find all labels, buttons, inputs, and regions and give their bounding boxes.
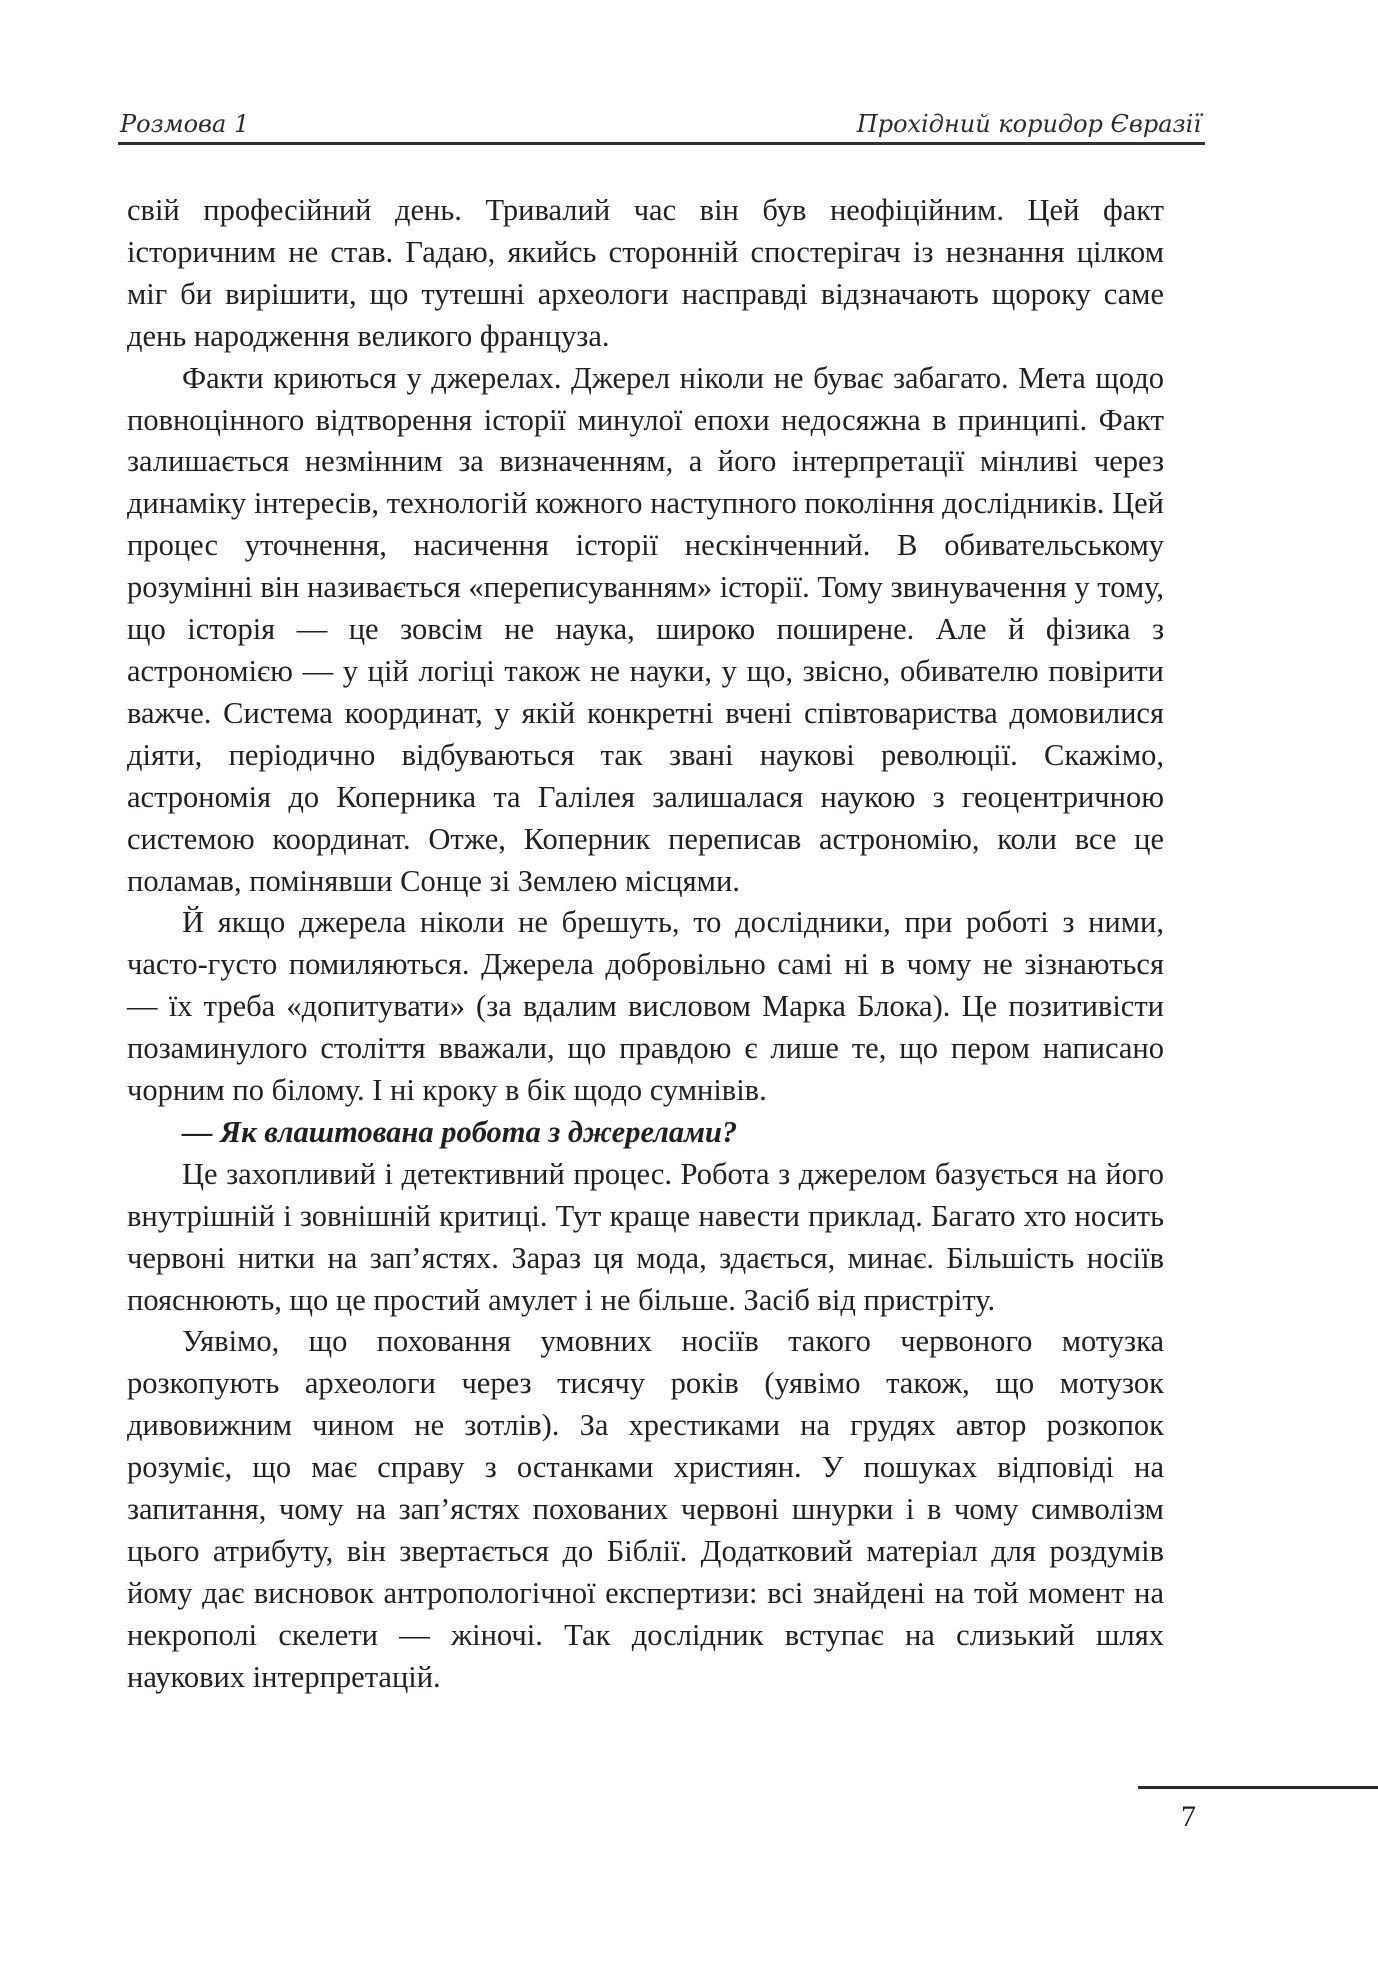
footer-rule xyxy=(1138,1786,1378,1789)
paragraph-continuation: свій професійний день. Тривалий час він був неофіційним. Цей факт історичним не став. Гадаю, якийсь сторонній спостерігач із незнання цілком міг би вирішити, що тутешні археологи насправді відзначають щороку саме день народження великого француза. xyxy=(127,193,1164,353)
interview-question: — Як влаштована робота з джерелами? xyxy=(182,1114,738,1149)
running-header xyxy=(118,104,1205,144)
page-body xyxy=(127,190,1164,1699)
header-rule xyxy=(118,142,1205,145)
paragraph: Факти криються у джерелах. Джерел ніколи не буває забагато. Мета щодо повноцінного відтворення історії минулої епохи недосяжна в принципі. Факт залишається незмінним за визначенням, а його інтерпретації мінливі через динаміку інтересів, технологій кожного наступного покоління дослідників. Цей процес уточнення, насичення історії нескінченний. В обивательському розумінні він називається «переписуванням» історії. Тому звинувачення у тому, що історія — це зовсім не наука, широко поширене. Але й фізика з астрономією — у цій логіці також не науки, у що, звісно, обивателю повірити важче. Система координат, у якій конкретні вчені співтовариства домовилися діяти, періодично відбуваються так звані наукові революції. Скажімо, астрономія до Коперника та Галілея залишалася наукою з геоцентричною системою координат. Отже, Коперник переписав астрономію, коли все це поламав, помінявши Сонце зі Землею місцями. xyxy=(127,360,1164,898)
paragraph: Уявімо, що поховання умовних носіїв такого червоного мотузка розкопують археологи через тисячу років (уявімо також, що мотузок дивовижним чином не зотлів). За хрестиками на грудях автор розкопок розуміє, що має справу з останками християн. У пошуках відповіді на запитання, чому на зап’ястях похованих червоні шнурки і в чому символізм цього атрибуту, він звертається до Біблії. Додатковий матеріал для роздумів йому дає висновок антропологічної експертизи: всі знайдені на той момент на некрополі скелети — жіночі. Так дослідник вступає на слизький шлях наукових інтерпретацій. xyxy=(127,1324,1164,1694)
book-title: Прохідний коридор Євразії xyxy=(856,110,1201,138)
chapter-label: Розмова 1 xyxy=(120,110,250,138)
page-number: 7 xyxy=(1181,1800,1196,1833)
paragraph: Це захопливий і детективний процес. Робота з джерелом базується на його внутрішній і зовнішній критиці. Тут краще навести приклад. Багато хто носить червоні нитки на зап’ястях. Зараз ця мода, здається, минає. Більшість носіїв пояснюють, що це простий амулет і не більше. Засіб від пристріту. xyxy=(127,1156,1164,1317)
paragraph: Й якщо джерела ніколи не брешуть, то дослідники, при роботі з ними, часто-густо помиляються. Джерела добровільно самі ні в чому не зізнаються — їх треба «допитувати» (за вдалим висловом Марка Блока). Це позитивісти позаминулого століття вважали, що правдою є лише те, що пером написано чорним по білому. І ні кроку в бік щодо сумнівів. xyxy=(127,905,1164,1108)
